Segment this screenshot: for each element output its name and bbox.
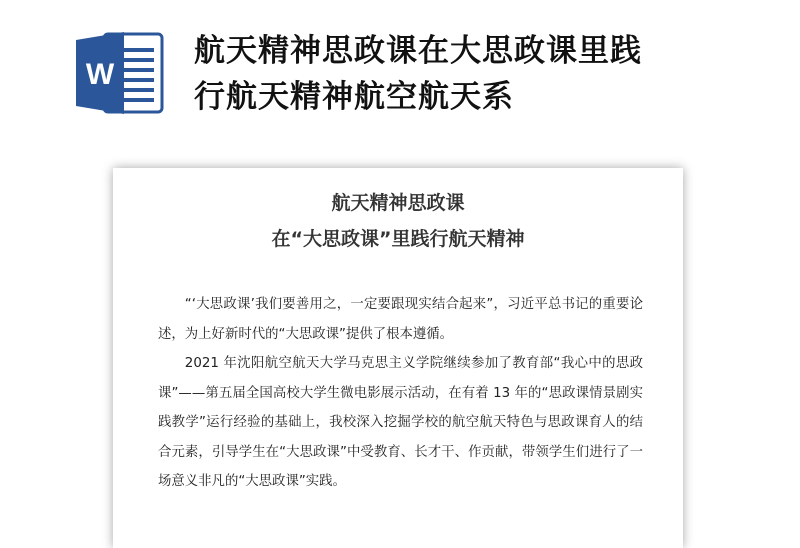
document-page-preview	[113, 168, 683, 548]
word-icon-letter: W	[85, 58, 115, 91]
header	[0, 0, 800, 150]
page-body	[158, 290, 643, 497]
paragraph-2: 2021 年沈阳航空航天大学马克思主义学院继续参加了教育部“我心中的思政课”——第五届全国高校大学生微电影展示活动，在有着 13 年的“思政课情景剧实践教学”运行经验的基础上，我校深入挖掘学校的航空航天特色与思政课育人的结合元素，引导学生在“大思政课”中受教育、长才干、作贡献，带领学生们进行了一场意义非凡的“大思政课”实践。	[158, 356, 643, 489]
document-title	[194, 28, 774, 120]
document-title-line-2: 行航天精神航空航天系	[194, 79, 514, 115]
page-heading-line-1: 航天精神思政课	[331, 192, 465, 214]
word-document-icon	[74, 30, 166, 116]
page-heading-line-2: 在“大思政课”里践行航天精神	[271, 228, 525, 250]
paragraph-1: “‘大思政课’我们要善用之，一定要跟现实结合起来”，习近平总书记的重要论述，为上好新时代的“大思政课”提供了根本遵循。	[158, 297, 643, 342]
document-title-line-1: 航天精神思政课在大思政课里践	[194, 33, 642, 69]
